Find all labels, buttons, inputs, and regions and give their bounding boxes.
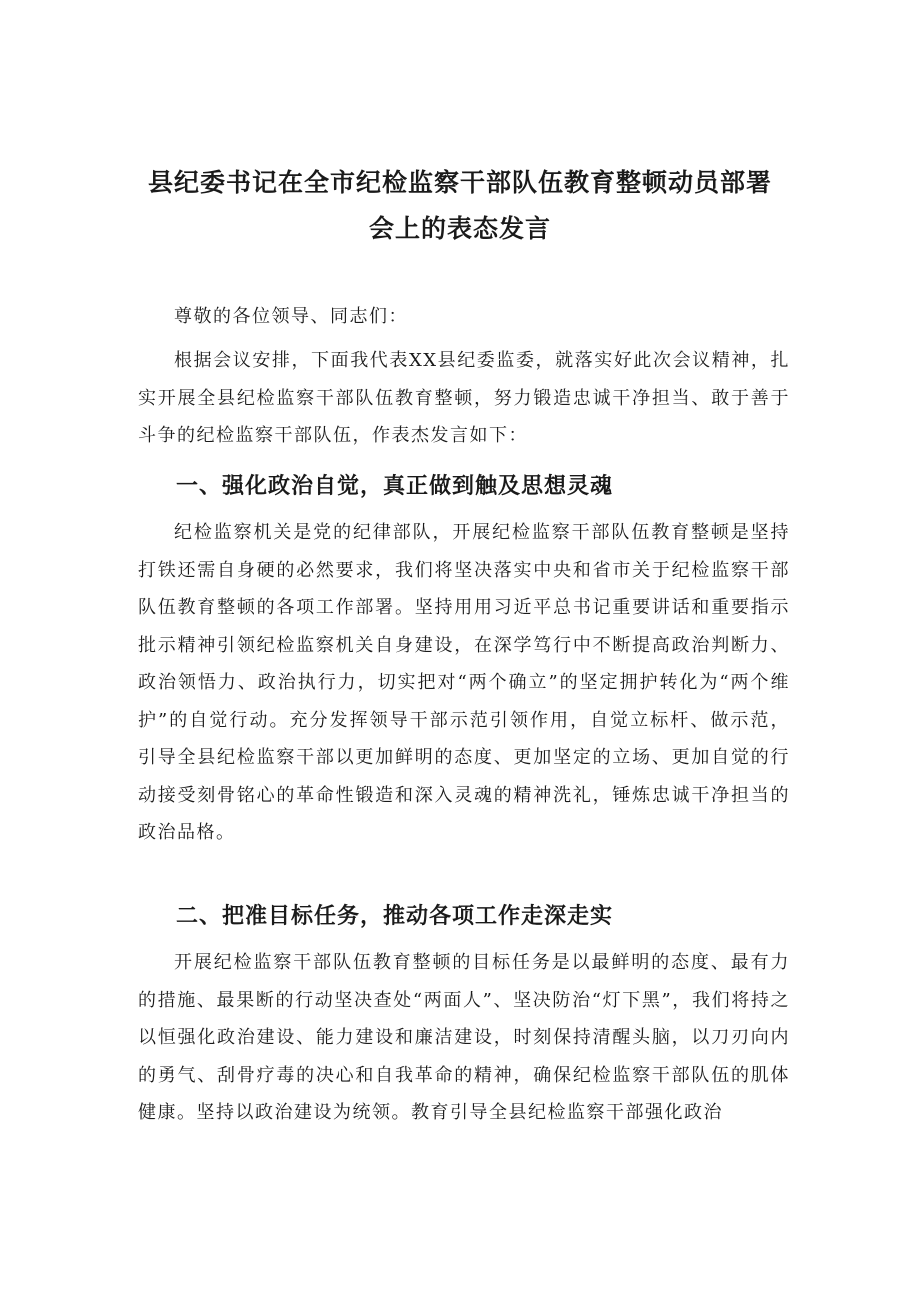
section-1-body: 纪检监察机关是党的纪律部队，开展纪检监察干部队伍教育整顿是坚持打铁还需自身硬的必然要求，我们将坚决落实中央和省市关于纪检监察干部队伍教育整顿的各项工作部署。坚持用用习近平总书记重要讲话和重要指示批示精神引领纪检监察机关自身建设，在深学笃行中不断提高政治判断力、政治领悟力、政治执行力，切实把对“两个确立”的坚定拥护转化为“两个维护”的自觉行动。充分发挥领导干部示范引领作用，自觉立标杆、做示范，引导全县纪检监察干部以更加鲜明的态度、更加坚定的立场、更加自觉的行动接受刻骨铭心的革命性锻造和深入灵魂的精神洗礼，锤炼忠诚干净担当的政治品格。 [138,522,790,843]
title-line-1: 县纪委书记在全市纪检监察干部队伍教育整顿动员部署 [147,168,772,197]
document-title [120,160,800,252]
title-line-2: 会上的表态发言 [368,214,551,243]
section-2-body: 开展纪检监察干部队伍教育整顿的目标任务是以最鲜明的态度、最有力的措施、最果断的行动坚决查处“两面人”、坚决防治“灯下黑”，我们将持之以恒强化政治建设、能力建设和廉洁建设，时刻保持清醒头脑，以刀刃向内的勇气、刮骨疗毒的决心和自我革命的精神，确保纪检监察干部队伍的肌体健康。坚持以政治建设为统领。教育引导全县纪检监察干部强化政治 [138,952,790,1123]
intro-paragraph: 根据会议安排，下面我代表XX县纪委监委，就落实好此次会议精神，扎实开展全县纪检监察干部队伍教育整顿，努力锻造忠诚干净担当、敢于善于斗争的纪检监察干部队伍，作表杰发言如下： [138,350,790,446]
salutation: 尊敬的各位领导、同志们： [174,306,408,327]
section-2-heading: 二、把准目标任务，推动各项工作走深走实 [176,904,614,929]
section-1-heading: 一、强化政治自觉，真正做到触及思想灵魂 [176,474,614,499]
